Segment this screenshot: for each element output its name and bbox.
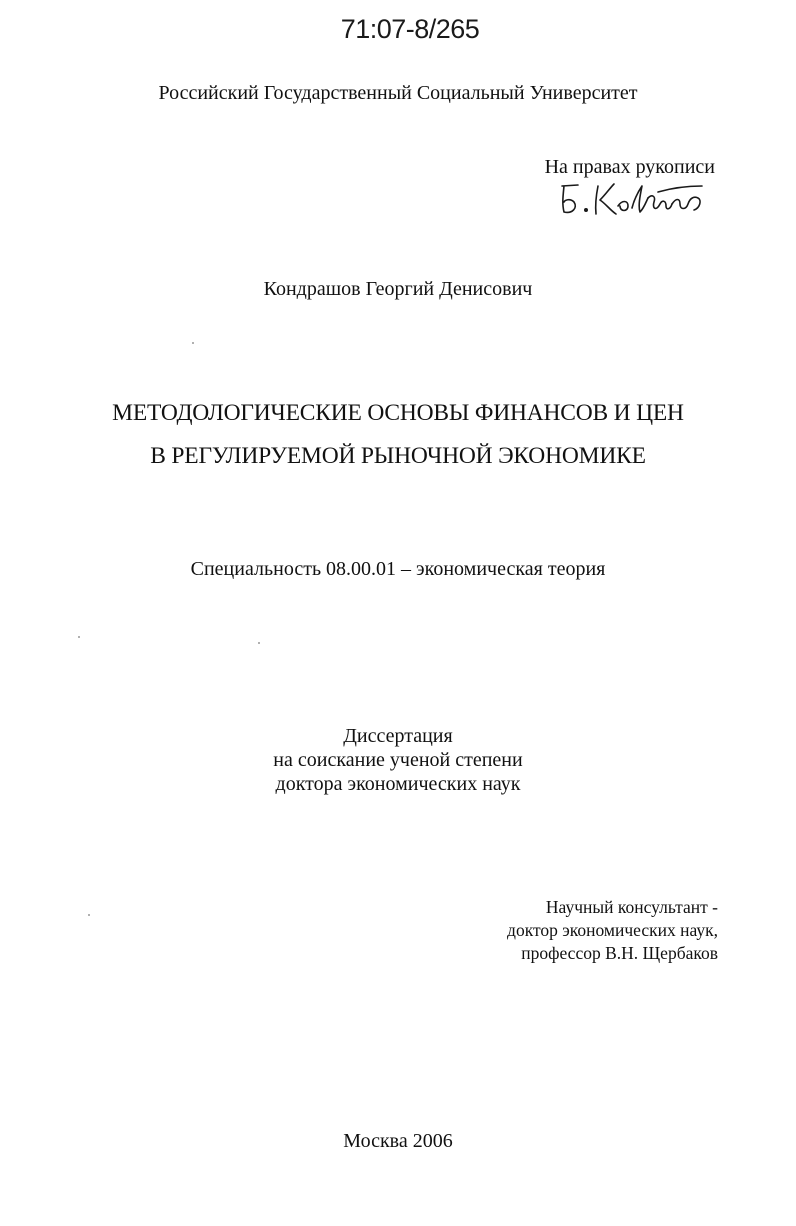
consultant-line-1: Научный консультант - xyxy=(545,897,718,917)
dissertation-title-line-1: МЕТОДОЛОГИЧЕСКИЕ ОСНОВЫ ФИНАНСОВ И ЦЕН xyxy=(112,400,684,426)
dissertation-type-line-2: на соискание ученой степени xyxy=(273,749,523,771)
specialty: Специальность 08.00.01 – экономическая теория xyxy=(190,558,606,580)
scan-speck xyxy=(78,636,80,638)
consultant-line-2: доктор экономических наук, xyxy=(507,920,718,940)
university-name: Российский Государственный Социальный Университет xyxy=(158,82,638,104)
scientific-consultant-block xyxy=(507,896,718,965)
dissertation-type-line-3: доктора экономических наук xyxy=(275,773,521,795)
scan-speck xyxy=(258,642,260,644)
dissertation-type-line-1: Диссертация xyxy=(343,725,453,747)
author-name: Кондрашов Георгий Денисович xyxy=(263,278,533,300)
city-and-year: Москва 2006 xyxy=(343,1130,453,1152)
dissertation-type-block xyxy=(0,724,796,796)
scan-speck xyxy=(192,342,194,344)
handwritten-signature-icon xyxy=(548,172,728,232)
catalog-number: 71:07-8/265 xyxy=(340,14,480,44)
dissertation-title-line-2: В РЕГУЛИРУЕМОЙ РЫНОЧНОЙ ЭКОНОМИКЕ xyxy=(150,443,646,469)
consultant-line-3: профессор В.Н. Щербаков xyxy=(521,943,718,963)
scan-speck xyxy=(88,914,90,916)
manuscript-rights-note: На правах рукописи xyxy=(544,156,715,178)
